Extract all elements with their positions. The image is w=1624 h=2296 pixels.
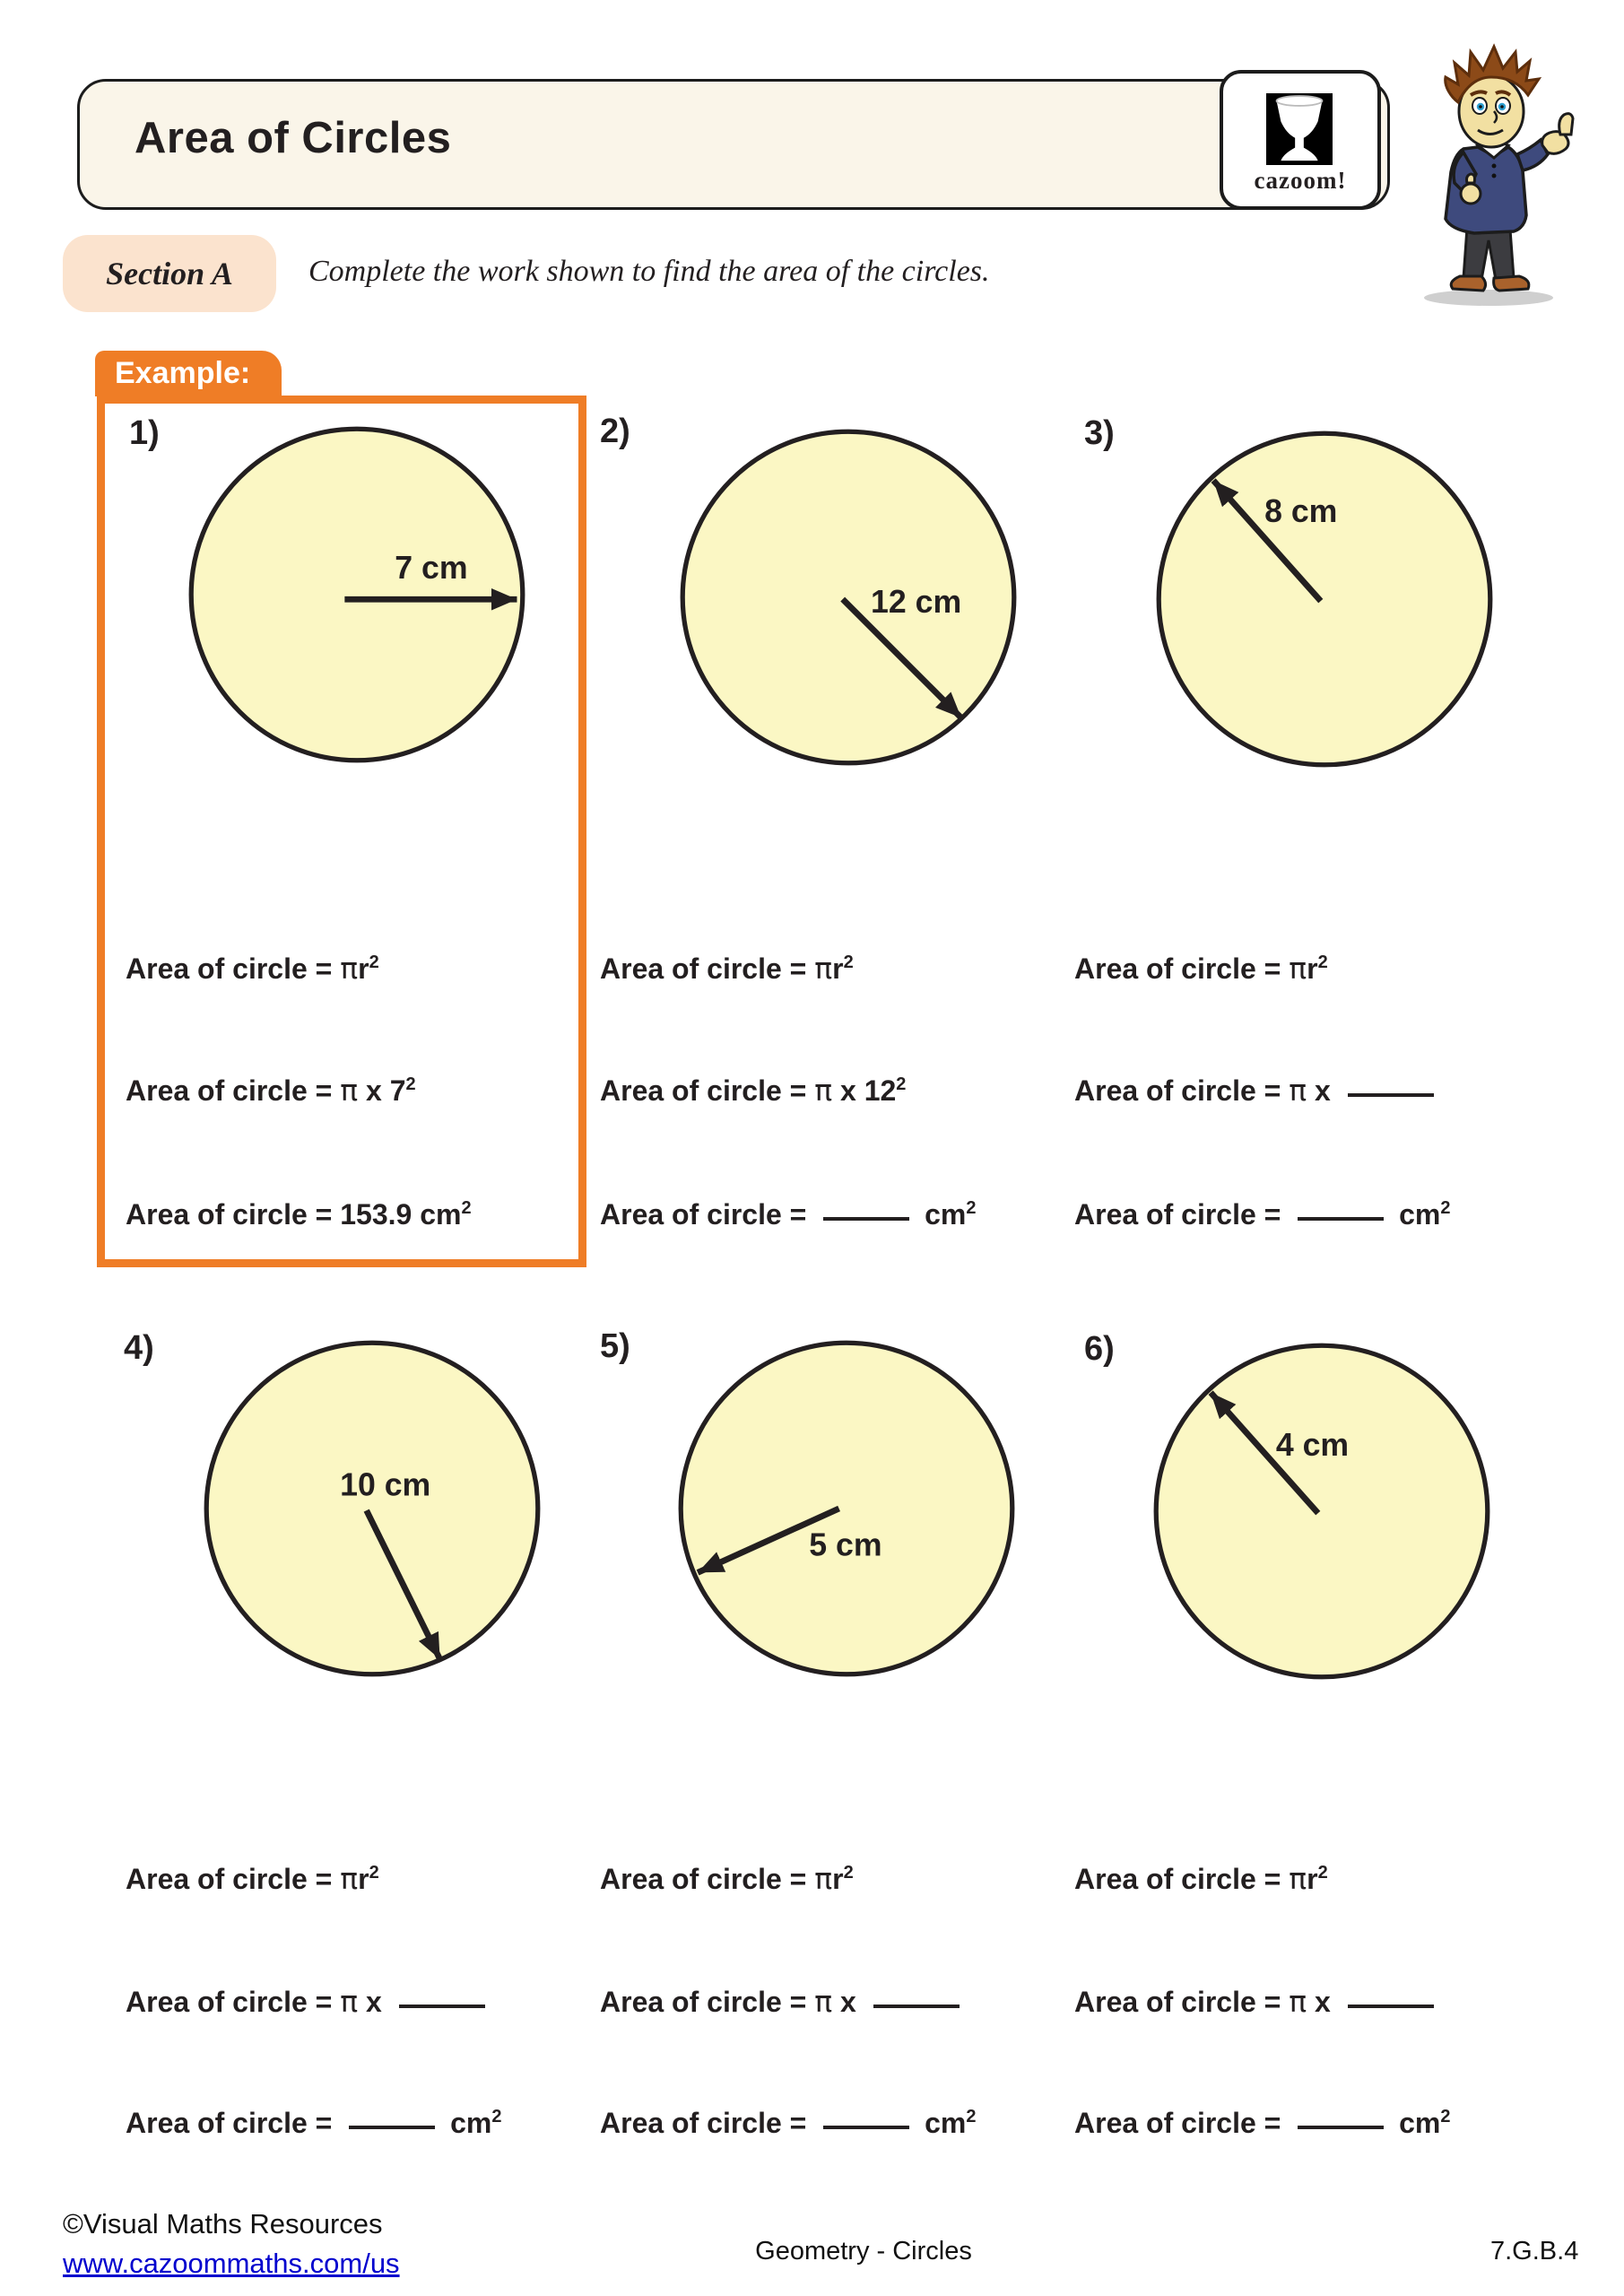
formula-line: Area of circle = π x <box>1074 1984 1441 2019</box>
circle-figure-6 <box>1133 1323 1510 1700</box>
radius-label: 8 cm <box>1264 492 1338 529</box>
page-title: Area of Circles <box>135 114 452 162</box>
formula-line: Area of circle = 153.9 $cm^2$ <box>126 1198 472 1231</box>
footer-website-link[interactable]: www.cazoommaths.com/us <box>63 2248 400 2279</box>
circle-figure-2 <box>660 409 1037 786</box>
formula-line: Area of circle = $\pi r^2$ <box>600 1861 854 1896</box>
problem-number-1: 1) <box>129 414 160 452</box>
formula-line: Area of circle = $\pi r^2$ <box>600 951 854 986</box>
formula-line: Area of circle = $cm^2$ <box>1074 2107 1451 2139</box>
formula-line: Area of circle = π x <box>600 1984 967 2019</box>
logo-brand-text: cazoom! <box>1254 167 1347 194</box>
radius-label: 5 cm <box>809 1526 882 1563</box>
section-a-label: Section A <box>106 256 233 291</box>
section-a-instruction: Complete the work shown to find the area of the circles. <box>308 255 990 288</box>
problem-number-2: 2) <box>600 413 630 450</box>
formula-line: Area of circle = π x $12^2$ <box>600 1073 907 1108</box>
formula-line: Area of circle = π x <box>126 1984 492 2019</box>
cazoom-logo <box>1220 70 1381 210</box>
formula-line: Area of circle = $cm^2$ <box>126 2107 502 2139</box>
djembe-drum-icon <box>1266 93 1333 165</box>
example-tab-label: Example: <box>115 356 251 390</box>
problem-number-3: 3) <box>1084 414 1115 452</box>
footer-standard-code: 7.G.B.4 <box>1490 2237 1579 2266</box>
formula-line: Area of circle = $\pi r^2$ <box>1074 951 1328 986</box>
example-tab <box>95 351 282 396</box>
formula-line: Area of circle = $cm^2$ <box>600 1198 977 1231</box>
radius-label: 7 cm <box>395 550 468 587</box>
formula-line: Area of circle = $cm^2$ <box>600 2107 977 2139</box>
circle-figure-4 <box>184 1320 560 1697</box>
formula-line: Area of circle = π x $7^2$ <box>126 1073 416 1108</box>
formula-line: Area of circle = $cm^2$ <box>1074 1198 1451 1231</box>
radius-label: 10 cm <box>340 1466 431 1503</box>
formula-line: Area of circle = $\pi r^2$ <box>126 1861 379 1896</box>
mascot-boy-icon <box>1388 39 1612 313</box>
formula-line: Area of circle = $\pi r^2$ <box>126 951 379 986</box>
footer-subject: Geometry - Circles <box>755 2237 972 2266</box>
problem-number-6: 6) <box>1084 1330 1115 1368</box>
formula-line: Area of circle = π x <box>1074 1073 1441 1108</box>
circle-figure-5 <box>658 1320 1035 1697</box>
radius-label: 12 cm <box>870 583 962 620</box>
problem-number-5: 5) <box>600 1327 630 1365</box>
circle-figure-3 <box>1136 411 1513 787</box>
formula-line: Area of circle = $\pi r^2$ <box>1074 1861 1328 1896</box>
footer-copyright: ©Visual Maths Resources <box>63 2208 383 2239</box>
radius-label: 4 cm <box>1275 1427 1350 1464</box>
section-a-pill <box>63 235 276 312</box>
circle-figure-1 <box>169 406 545 783</box>
problem-number-4: 4) <box>124 1329 154 1367</box>
